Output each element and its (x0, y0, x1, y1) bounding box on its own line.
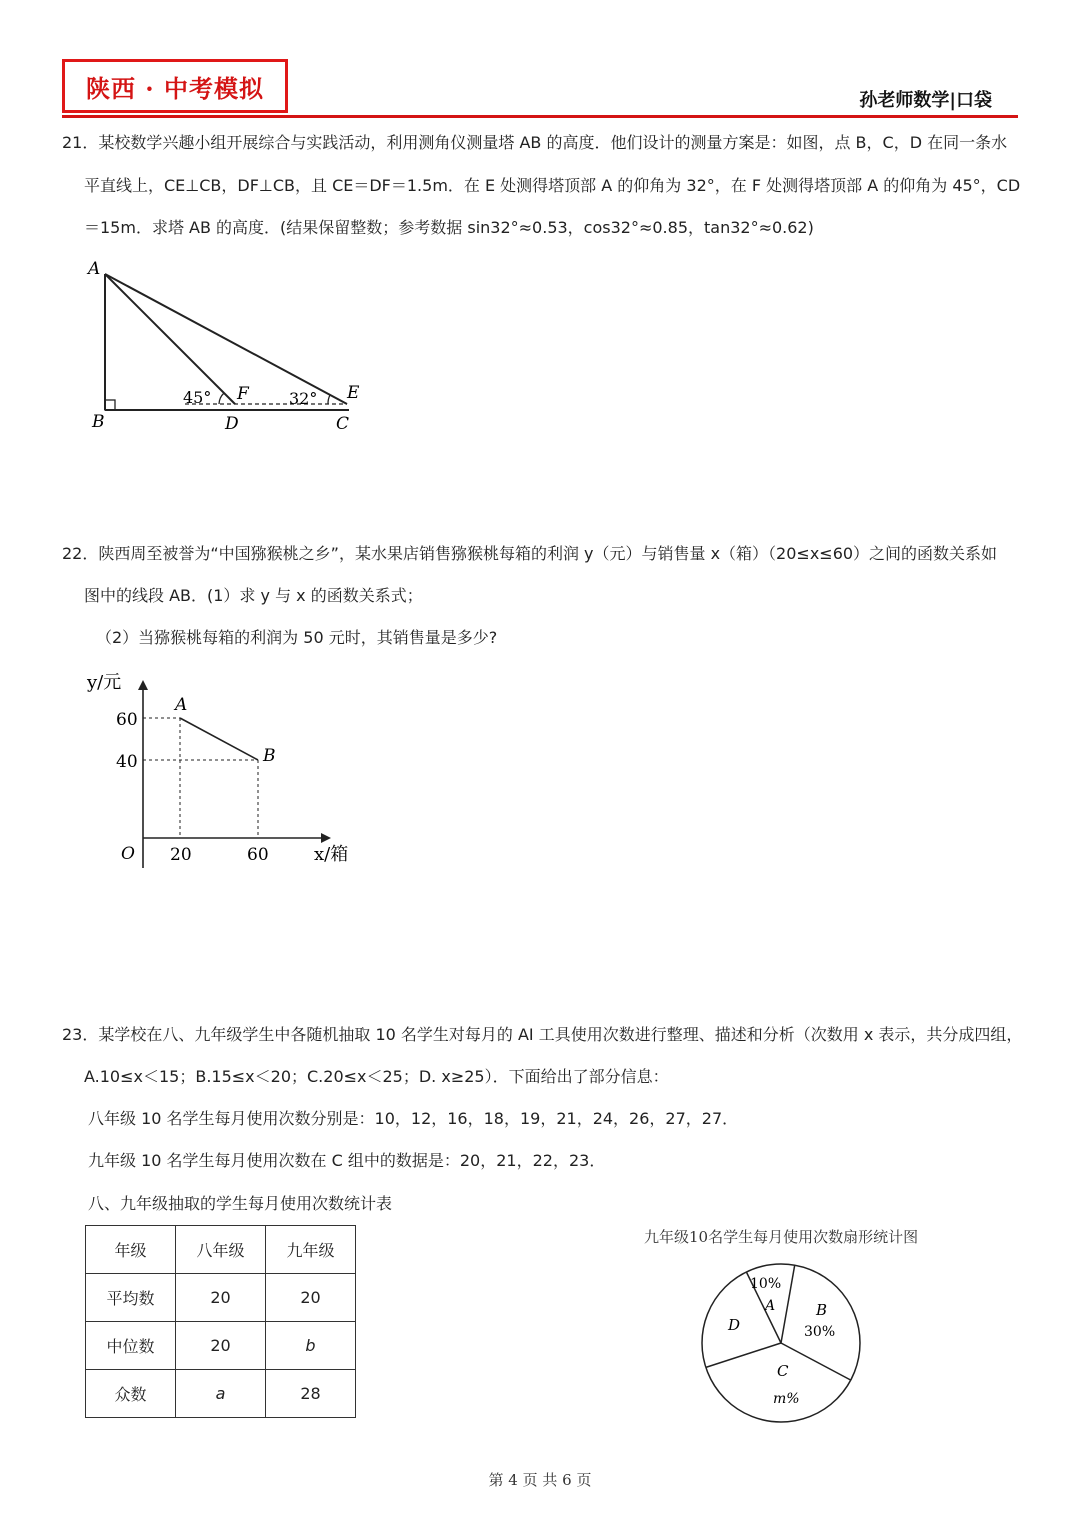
q22-y-arrow (138, 680, 148, 690)
q21-label-b: B (92, 412, 105, 432)
page-footer: 第 4 页 共 6 页 (488, 1471, 592, 1489)
q21-line1: 21．某校数学兴趣小组开展综合与实践活动，利用测角仪测量塔 AB 的高度．他们设计的测量方案是：如图，点 B，C，D 在同一条水 (62, 133, 1008, 152)
header-title: 陕西 · 中考模拟 (85, 73, 265, 103)
q22-tick-y60: 60 (116, 710, 138, 730)
pie-chart-title: 九年级10名学生每月使用次数扇形统计图 (644, 1228, 919, 1246)
q21-line-ae (105, 274, 347, 404)
q22-label-a: A (175, 695, 188, 715)
q22-line2: 图中的线段 AB．(1）求 y 与 x 的函数关系式； (84, 586, 423, 605)
q23-stats-table (85, 1225, 356, 1418)
table-cell: 中位数 (86, 1322, 176, 1370)
q22-x-arrow (321, 833, 331, 843)
q22-line3: （2）当猕猴桃每箱的利润为 50 元时，其销售量是多少? (96, 628, 498, 647)
q22-graph (85, 668, 375, 873)
q23-line3: 八年级 10 名学生每月使用次数分别是：10，12，16，18，19，21，24，26，27，27． (88, 1109, 739, 1128)
q22-x-axis-label: x/箱 (314, 844, 349, 865)
q23-table-caption: 八、九年级抽取的学生每月使用次数统计表 (88, 1194, 393, 1213)
pie-label-c: C (777, 1362, 789, 1380)
table-cell: 20 (176, 1274, 266, 1322)
q21-label-a: A (88, 259, 101, 279)
pie-label-a: A (765, 1298, 776, 1314)
table-cell: 平均数 (86, 1274, 176, 1322)
q22-line1: 22．陕西周至被誉为“中国猕猴桃之乡”，某水果店销售猕猴桃每箱的利润 y（元）与销售量 x（箱）（20≤x≤60）之间的函数关系如 (62, 544, 998, 563)
q21-figure (85, 258, 375, 438)
table-cell: 九年级 (266, 1226, 356, 1274)
q21-line3: ＝15m．求塔 AB 的高度．(结果保留整数；参考数据 sin32°≈0.53，cos32°≈0.85，tan32°≈0.62) (84, 218, 814, 237)
q22-tick-y40: 40 (116, 752, 138, 772)
header-divider (62, 115, 1018, 118)
q23-line4: 九年级 10 名学生每月使用次数在 C 组中的数据是：20，21，22，23． (88, 1151, 606, 1170)
table-row (86, 1226, 356, 1274)
q21-angle-45: 45° (183, 388, 212, 407)
q22-tick-x60: 60 (247, 845, 269, 865)
q21-label-f: F (237, 384, 249, 404)
table-cell: 众数 (86, 1370, 176, 1418)
table-row (86, 1370, 356, 1418)
q22-segment-ab (180, 718, 258, 760)
q22-y-axis-label: y/元 (87, 672, 122, 693)
q22-label-b: B (263, 746, 276, 766)
table-cell: 20 (266, 1274, 356, 1322)
pie-label-c-pct: m% (773, 1391, 800, 1407)
pie-label-d: D (728, 1316, 741, 1334)
header-logo-box (62, 59, 288, 113)
pie-label-a-pct: 10% (750, 1276, 782, 1292)
q21-angle-arc-32 (328, 395, 330, 404)
table-cell: a (176, 1370, 266, 1418)
table-cell: 28 (266, 1370, 356, 1418)
pie-label-b-pct: 30% (804, 1324, 836, 1340)
pie-chart (690, 1255, 880, 1435)
q21-angle-32: 32° (289, 389, 318, 408)
table-cell: b (266, 1322, 356, 1370)
header-brand: 孙老师数学|口袋 (859, 90, 992, 111)
q21-line2: 平直线上，CE⊥CB，DF⊥CB，且 CE＝DF＝1.5m．在 E 处测得塔顶部 A 的仰角为 32°，在 F 处测得塔顶部 A 的仰角为 45°，CD (84, 176, 1021, 195)
table-row (86, 1322, 356, 1370)
q22-tick-x20: 20 (170, 845, 192, 865)
table-cell: 八年级 (176, 1226, 266, 1274)
table-cell: 20 (176, 1322, 266, 1370)
pie-label-b: B (816, 1301, 828, 1319)
table-cell: 年级 (86, 1226, 176, 1274)
table-row (86, 1274, 356, 1322)
q22-origin: O (121, 844, 135, 864)
q21-angle-arc-45 (219, 393, 224, 404)
q21-line-af (105, 274, 235, 404)
q21-label-e: E (347, 383, 360, 403)
q21-label-c: C (336, 414, 350, 434)
q23-line2: A.10≤x＜15；B.15≤x＜20；C.20≤x＜25；D. x≥25）．下面给出了部分信息： (84, 1067, 669, 1086)
q21-label-d: D (225, 414, 239, 434)
q23-line1: 23．某学校在八、九年级学生中各随机抽取 10 名学生对每月的 AI 工具使用次数进行整理、描述和分析（次数用 x 表示，共分成四组， (62, 1025, 1023, 1044)
q21-right-angle-mark (105, 400, 115, 410)
